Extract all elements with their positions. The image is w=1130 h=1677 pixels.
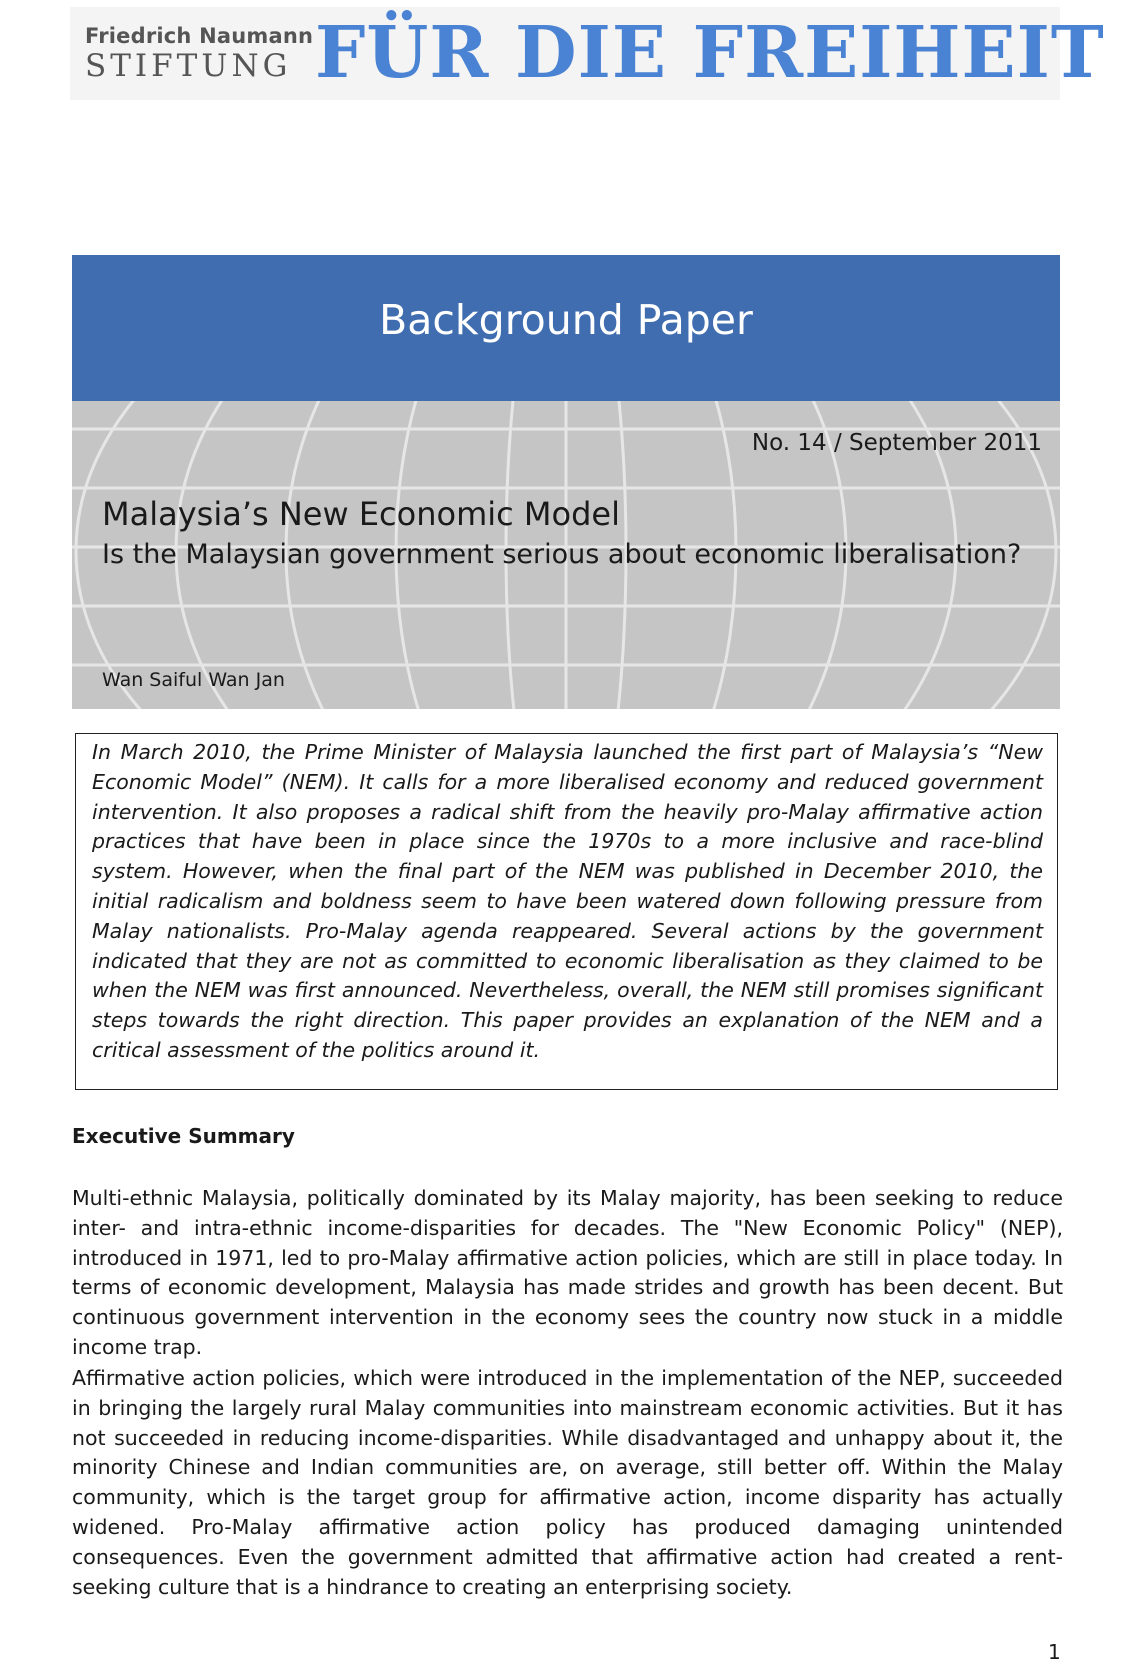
body-paragraph: Multi-ethnic Malaysia, politically dominated by its Malay majority, has been seeking to reduce inter- and intra-ethnic income-disparities for decades. The "New Economic Policy" (NEP), introduced in 1971, led to pro-Malay affirmative action policies, which are still in place today. In terms of economic development, Malaysia has made strides and growth has been decent. But continuous government intervention in the economy sees the country now stuck in a middle income trap. xyxy=(72,1186,1063,1359)
abstract-box xyxy=(75,733,1058,1090)
logo-tagline: FÜR DIE FREIHEIT xyxy=(315,10,1105,94)
title-banner xyxy=(72,255,1060,401)
issue-number: No. 14 / September 2011 xyxy=(751,430,1042,456)
globe-banner xyxy=(72,401,1060,709)
page-number: 1 xyxy=(1048,1640,1061,1664)
logo-stiftung: STIFTUNG xyxy=(85,48,292,84)
paper-title: Malaysia’s New Economic Model xyxy=(102,495,620,533)
paper-subtitle: Is the Malaysian government serious about economic liberalisation? xyxy=(102,539,1022,570)
author-name: Wan Saiful Wan Jan xyxy=(102,669,285,691)
section-heading: Executive Summary xyxy=(72,1124,295,1148)
logo-foundation-name: Friedrich Naumann xyxy=(85,24,314,48)
document-type: Background Paper xyxy=(379,296,753,344)
abstract-text: In March 2010, the Prime Minister of Malaysia launched the first part of Malaysia’s “New Economic Model” (NEM). It calls for a more liberalised economy and reduced government intervention. It also proposes a radical shift from the heavily pro-Malay affirmative action practices that have been in place since the 1970s to a more inclusive and race-blind system. However, when the final part of the NEM was published in December 2010, the initial radicalism and boldness seem to have been watered down following pressure from Malay nationalists. Pro-Malay agenda reappeared. Several actions by the government indicated that they are not as committed to economic liberalisation as they claimed to be when the NEM was first announced. Nevertheless, overall, the NEM still promises significant steps towards the right direction. This paper provides an explanation of the NEM and a critical assessment of the politics around it. xyxy=(92,740,1043,1062)
body-paragraph: Affirmative action policies, which were introduced in the implementation of the NEP, succeeded in bringing the largely rural Malay communities into mainstream economic activities. But it has not succeeded in reducing income-disparities. While disadvantaged and unhappy about it, the minority Chinese and Indian communities are, on average, still better off. Within the Malay community, which is the target group for affirmative action, income disparity has actually widened. Pro-Malay affirmative action policy has produced damaging unintended consequences. Even the government admitted that affirmative action had created a rent-seeking culture that is a hindrance to creating an enterprising society. xyxy=(72,1366,1063,1599)
